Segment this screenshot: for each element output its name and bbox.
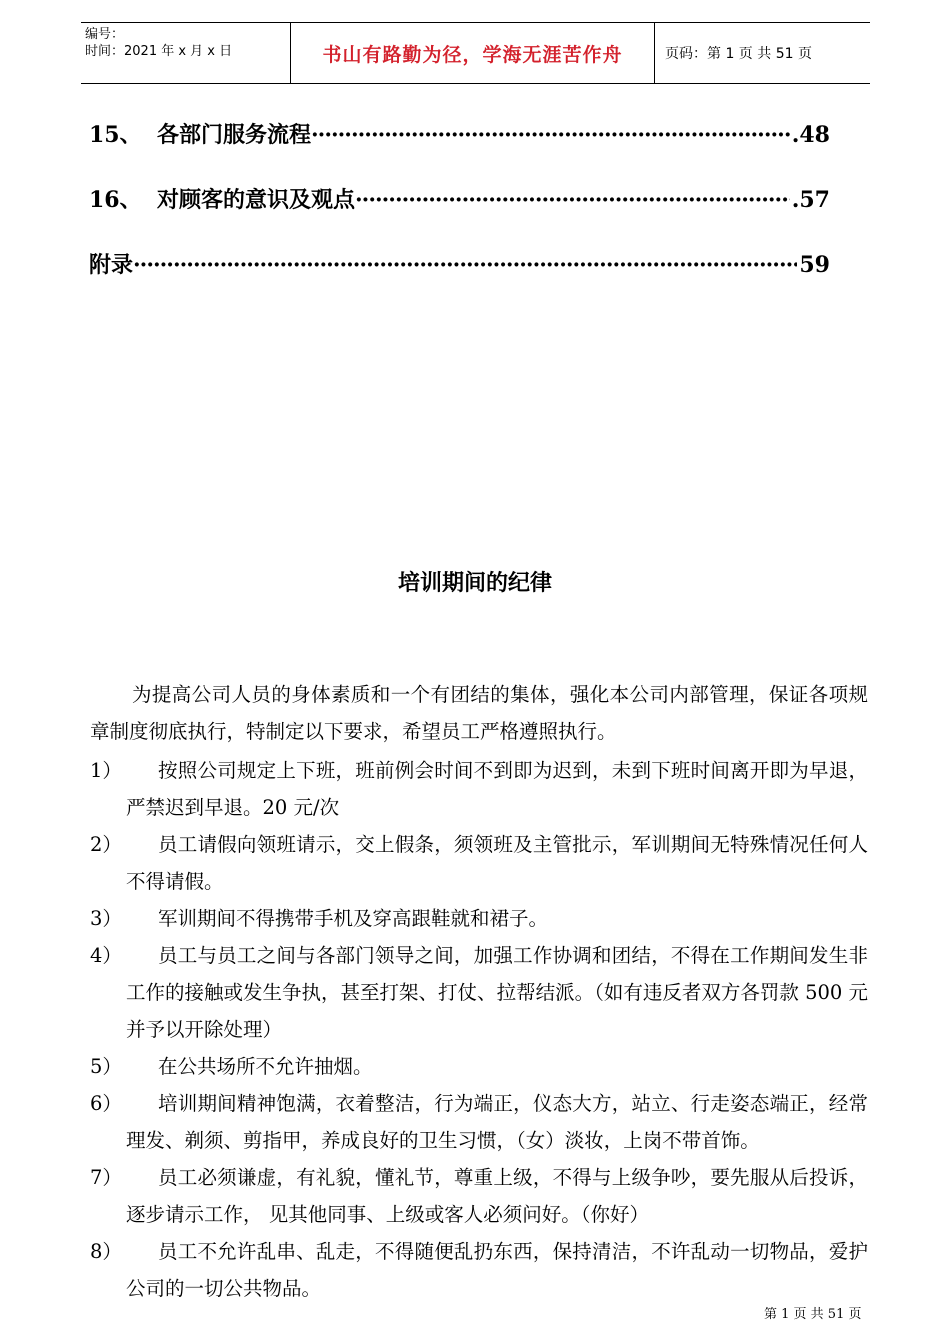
rule-text: 员工不允许乱串、乱走，不得随便乱扔东西，保持清洁，不许乱动一切物品，爱护公司的一切公共物品。 [126, 1240, 868, 1300]
rule-item [90, 752, 868, 826]
rule-item [90, 1048, 868, 1085]
rule-text: 按照公司规定上下班，班前例会时间不到即为迟到，未到下班时间离开即为早退，严禁迟到早退。20 元/次 [126, 759, 868, 819]
toc-title: 对顾客的意识及观点 [157, 187, 356, 213]
rule-number: 1） [90, 759, 122, 782]
intro-paragraph: 为提高公司人员的身体素质和一个有团结的集体，强化本公司内部管理，保证各项规章制度彻底执行，特制定以下要求，希望员工严格遵照执行。 [90, 683, 868, 743]
rule-text: 培训期间精神饱满，衣着整洁，行为端正，仪态大方，站立、行走姿态端正，经常理发、剃须、剪指甲，养成良好的卫生习惯，（女）淡妆，上岗不带首饰。 [126, 1092, 868, 1152]
rule-number: 7） [90, 1166, 122, 1189]
page-footer: 第 1 页 共 51 页 [764, 1307, 862, 1322]
rule-number: 5） [90, 1055, 122, 1078]
rule-number: 8） [90, 1240, 122, 1263]
rule-text: 员工必须谦虚，有礼貌，懂礼节，尊重上级，不得与上级争吵，要先服从后投诉，逐步请示工作， 见其他同事、上级或客人必须问好。（你好） [126, 1166, 868, 1226]
toc-leader-dots [133, 252, 797, 278]
rule-text: 员工与员工之间与各部门领导之间，加强工作协调和团结，不得在工作期间发生非工作的接触或发生争执，甚至打架、打仗、拉帮结派。（如有违反者双方各罚款 500 元并予以开除处理） [126, 944, 868, 1041]
toc-entry[interactable] [89, 248, 830, 279]
rule-item [90, 826, 868, 900]
rule-item [90, 1085, 868, 1159]
toc-title: 附录 [89, 252, 134, 278]
toc-number: 15、 [89, 122, 142, 148]
rule-text: 军训期间不得携带手机及穿高跟鞋就和裙子。 [158, 907, 549, 930]
rule-item [90, 1159, 868, 1233]
rule-number: 4） [90, 944, 122, 967]
time-label: 时间：2021 年 x 月 x 日 [85, 44, 233, 59]
toc-leader-dots [355, 187, 790, 213]
section-title: 培训期间的纪律 [397, 570, 552, 596]
header-motto: 书山有路勤为径，学海无涯苦作舟 [291, 23, 655, 83]
toc-page-number: .48 [791, 122, 830, 148]
rule-number: 2） [90, 833, 122, 856]
header-meta [81, 23, 291, 83]
serial-label: 编号： [85, 27, 125, 42]
rule-text: 员工请假向领班请示，交上假条，须领班及主管批示，军训期间无特殊情况任何人不得请假。 [126, 833, 868, 893]
rule-number: 3） [90, 907, 122, 930]
page-header [81, 22, 870, 84]
toc-number: 16、 [89, 187, 142, 213]
rule-item [90, 937, 868, 1048]
toc-entry[interactable] [89, 183, 830, 214]
header-page-info: 页码：第 1 页 共 51 页 [665, 46, 812, 62]
rule-item [90, 1233, 868, 1307]
toc-title: 各部门服务流程 [157, 122, 312, 148]
rule-item [90, 900, 868, 937]
toc-page-number: .57 [791, 187, 830, 213]
toc-leader-dots [311, 122, 790, 148]
rule-number: 6） [90, 1092, 122, 1115]
toc-page-number: 59 [799, 252, 830, 278]
toc-entry[interactable] [89, 118, 830, 149]
rule-text: 在公共场所不允许抽烟。 [158, 1055, 373, 1078]
